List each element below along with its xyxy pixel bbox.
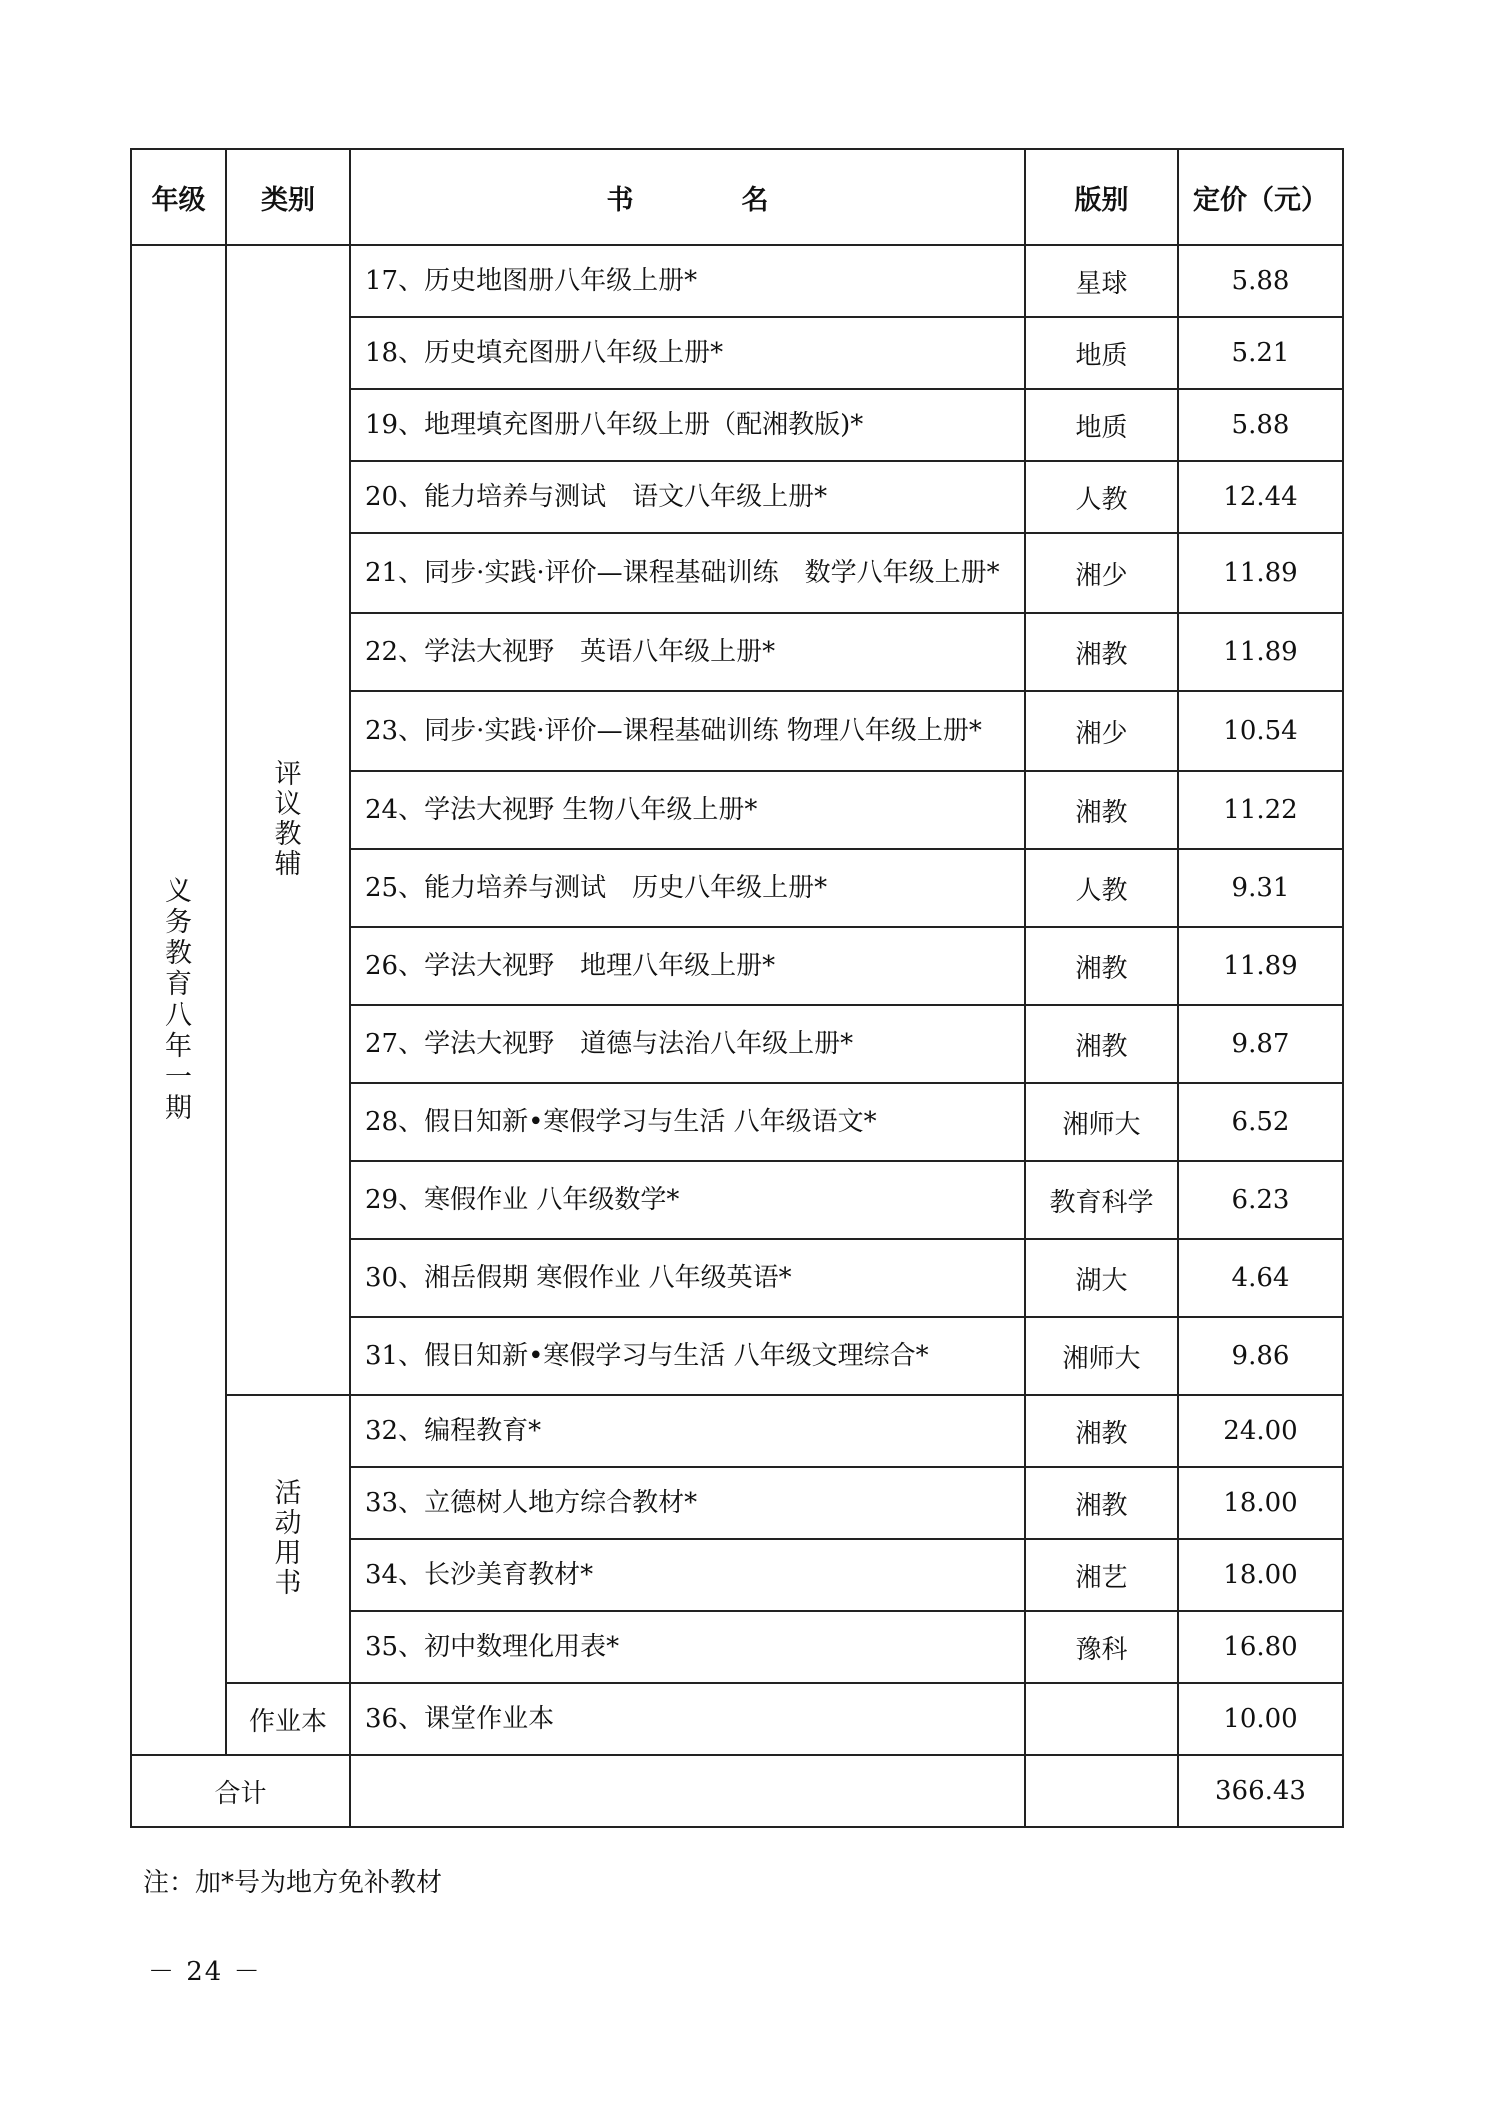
book-publisher: 地质 xyxy=(1025,389,1178,461)
page-number: － 24 － xyxy=(148,1957,262,1987)
category-cell-homework: 作业本 xyxy=(226,1683,350,1755)
book-title: 32、编程教育* xyxy=(350,1395,1025,1467)
book-price: 11.89 xyxy=(1178,613,1343,691)
book-publisher: 湘教 xyxy=(1025,1395,1178,1467)
book-price: 9.87 xyxy=(1178,1005,1343,1083)
book-publisher: 人教 xyxy=(1025,461,1178,533)
book-title: 27、学法大视野 道德与法治八年级上册* xyxy=(350,1005,1025,1083)
book-title: 29、寒假作业 八年级数学* xyxy=(350,1161,1025,1239)
book-price: 18.00 xyxy=(1178,1467,1343,1539)
textbook-price-table xyxy=(130,148,1344,1828)
book-title: 30、湘岳假期 寒假作业 八年级英语* xyxy=(350,1239,1025,1317)
book-publisher: 湘艺 xyxy=(1025,1539,1178,1611)
book-title: 25、能力培养与测试 历史八年级上册* xyxy=(350,849,1025,927)
total-price: 366.43 xyxy=(1178,1755,1343,1827)
book-price: 12.44 xyxy=(1178,461,1343,533)
book-publisher: 星球 xyxy=(1025,245,1178,317)
category-cell-activity: 活动用书 xyxy=(226,1395,350,1683)
book-price: 10.54 xyxy=(1178,691,1343,771)
total-row xyxy=(131,1755,1343,1827)
book-title: 35、初中数理化用表* xyxy=(350,1611,1025,1683)
book-publisher: 湘教 xyxy=(1025,1467,1178,1539)
table-row xyxy=(131,245,1343,317)
book-publisher: 湘教 xyxy=(1025,1005,1178,1083)
book-title: 28、假日知新•寒假学习与生活 八年级语文* xyxy=(350,1083,1025,1161)
book-publisher: 豫科 xyxy=(1025,1611,1178,1683)
header-price: 定价（元） xyxy=(1178,149,1343,245)
book-publisher: 人教 xyxy=(1025,849,1178,927)
footnote: 注：加*号为地方免补教材 xyxy=(143,1868,443,1898)
book-publisher: 湘师大 xyxy=(1025,1083,1178,1161)
book-title: 33、立德树人地方综合教材* xyxy=(350,1467,1025,1539)
table-header-row xyxy=(131,149,1343,245)
book-price: 11.22 xyxy=(1178,771,1343,849)
book-price: 10.00 xyxy=(1178,1683,1343,1755)
book-price: 5.88 xyxy=(1178,245,1343,317)
book-price: 16.80 xyxy=(1178,1611,1343,1683)
book-publisher: 教育科学 xyxy=(1025,1161,1178,1239)
book-price: 18.00 xyxy=(1178,1539,1343,1611)
total-empty-publisher xyxy=(1025,1755,1178,1827)
book-price: 9.86 xyxy=(1178,1317,1343,1395)
book-publisher: 湘少 xyxy=(1025,533,1178,613)
book-title: 24、学法大视野 生物八年级上册* xyxy=(350,771,1025,849)
book-title: 23、同步·实践·评价—课程基础训练 物理八年级上册* xyxy=(350,691,1025,771)
total-empty-title xyxy=(350,1755,1025,1827)
book-publisher: 湘教 xyxy=(1025,771,1178,849)
book-title: 31、假日知新•寒假学习与生活 八年级文理综合* xyxy=(350,1317,1025,1395)
book-price: 24.00 xyxy=(1178,1395,1343,1467)
header-grade: 年级 xyxy=(131,149,226,245)
book-title: 20、能力培养与测试 语文八年级上册* xyxy=(350,461,1025,533)
book-publisher xyxy=(1025,1683,1178,1755)
book-title: 18、历史填充图册八年级上册* xyxy=(350,317,1025,389)
book-title: 22、学法大视野 英语八年级上册* xyxy=(350,613,1025,691)
book-price: 11.89 xyxy=(1178,533,1343,613)
book-price: 6.23 xyxy=(1178,1161,1343,1239)
book-publisher: 地质 xyxy=(1025,317,1178,389)
book-publisher: 湘教 xyxy=(1025,927,1178,1005)
header-publisher: 版别 xyxy=(1025,149,1178,245)
book-price: 6.52 xyxy=(1178,1083,1343,1161)
book-publisher: 湖大 xyxy=(1025,1239,1178,1317)
book-title: 19、地理填充图册八年级上册（配湘教版)* xyxy=(350,389,1025,461)
category-cell-review: 评议教辅 xyxy=(226,245,350,1395)
book-price: 11.89 xyxy=(1178,927,1343,1005)
book-title: 36、课堂作业本 xyxy=(350,1683,1025,1755)
book-title: 34、长沙美育教材* xyxy=(350,1539,1025,1611)
header-category: 类别 xyxy=(226,149,350,245)
total-label: 合计 xyxy=(131,1755,350,1827)
table-row xyxy=(131,1395,1343,1467)
book-title: 26、学法大视野 地理八年级上册* xyxy=(350,927,1025,1005)
grade-cell: 义务教育八年一期 xyxy=(131,245,226,1755)
book-price: 5.21 xyxy=(1178,317,1343,389)
header-title: 书 名 xyxy=(350,149,1025,245)
book-price: 9.31 xyxy=(1178,849,1343,927)
book-title: 17、历史地图册八年级上册* xyxy=(350,245,1025,317)
book-title: 21、同步·实践·评价—课程基础训练 数学八年级上册* xyxy=(350,533,1025,613)
table-row xyxy=(131,1683,1343,1755)
book-price: 4.64 xyxy=(1178,1239,1343,1317)
book-price: 5.88 xyxy=(1178,389,1343,461)
book-publisher: 湘师大 xyxy=(1025,1317,1178,1395)
book-publisher: 湘少 xyxy=(1025,691,1178,771)
book-publisher: 湘教 xyxy=(1025,613,1178,691)
